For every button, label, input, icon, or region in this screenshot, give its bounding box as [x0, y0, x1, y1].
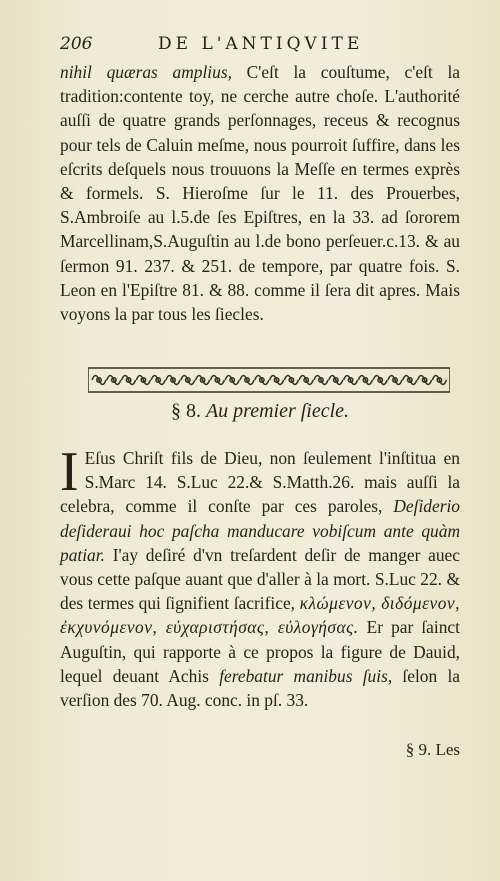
paragraph-text-4: ſelon la verſion des 70. Aug. conc. in pſ. 33.: [60, 665, 460, 711]
catchword: § 9. Les: [405, 740, 460, 759]
paragraph-text-3: Er par ſainct Auguſtin, qui rapporte à ce propos la figure de Dauid, lequel deuant Achis: [60, 617, 460, 686]
ornament-motif: [329, 376, 343, 385]
ornamental-band: [88, 367, 450, 393]
ornament-motif: [181, 376, 195, 385]
ornament-motif: [107, 376, 121, 385]
ornament-motif: [210, 376, 224, 385]
ornament-motif: [358, 376, 372, 385]
latin-phrase: nihil quæras amplius,: [60, 62, 232, 82]
ornament-motif: [284, 376, 298, 385]
ornament-motif: [344, 376, 358, 385]
page-header: [60, 32, 460, 56]
ornament-motif: [225, 376, 239, 385]
ornament-motif: [418, 376, 432, 385]
paragraph-authorities: [60, 60, 460, 326]
ornament-motif: [255, 376, 269, 385]
page-number: 206: [60, 34, 93, 54]
section-heading: [60, 400, 460, 423]
ornament-motif: [240, 376, 254, 385]
ornament-motif: [432, 376, 446, 385]
paragraph-first-century: [60, 441, 460, 712]
ornament-motif: [166, 376, 180, 385]
section-number: § 8.: [170, 400, 201, 422]
ornament-motif: [403, 376, 417, 385]
ornament-motif: [136, 376, 150, 385]
ornament-motif: [196, 376, 210, 385]
section-title: Au premier ſiecle.: [205, 400, 350, 422]
ornament-motif: [92, 376, 106, 385]
ornament-motif: [373, 376, 387, 385]
drop-cap: I: [60, 441, 79, 503]
ornament-motif: [151, 376, 165, 385]
paragraph-text: C'eſt la couſtume, c'eſt la tradition:contente toy, ne cerche autre choſe. L'authorité auſſi de quatre grands perſonnages, receus & recognus pour tels de Caluin meſme, nous pourroit ſuffire, dans les eſcrits deſquels nous trouuons la Meſſe en termes exprès & formels. S. Hieroſme ſur le 11. des Prouerbes, S.Ambroiſe au l.5.de ſes Epiſtres, en la 33. ad ſororem Marcellinam,S.Auguſtin au l.de bono perſeuer.c.13. & au ſermon 91. 237. & 251. de tempore, par quatre fois. S. Leon en l'Epiſtre 81. & 88. comme il ſera dit apres. Mais voyons la par tous les ſiecles.: [60, 62, 460, 325]
ornament-motif: [122, 376, 136, 385]
ornament-motif: [299, 376, 313, 385]
latin-phrase-2: ferebatur manibus ſuis,: [219, 665, 393, 686]
greek-terms: κλώμενον, διδόμενον, ἐκχυνόμενον, εὐχαριστήσας, εὐλογήσας.: [60, 593, 460, 638]
ornament-motif: [388, 376, 402, 385]
paragraph-text-1: Eſus Chriſt fils de Dieu, non ſeulement l'inſtitua en S.Marc 14. S.Luc 22.& S.Matth.26. mais auſſi la celebra, comme il conſte par ces paroles,: [60, 448, 460, 517]
latin-quote: Deſiderio deſideraui hoc paſcha manducare vobiſcum ante quàm patiar.: [60, 496, 460, 565]
paragraph-text-2: I'ay deſiré d'vn treſardent deſir de manger auec vous cette paſque auant que d'aller à la mort. S.Luc 22. & des termes qui ſignifient ſacrifice,: [60, 544, 460, 614]
ornament-motif: [270, 376, 284, 385]
running-title: DE L'ANTIQVITE: [158, 34, 364, 54]
ornament-motif: [314, 376, 328, 385]
